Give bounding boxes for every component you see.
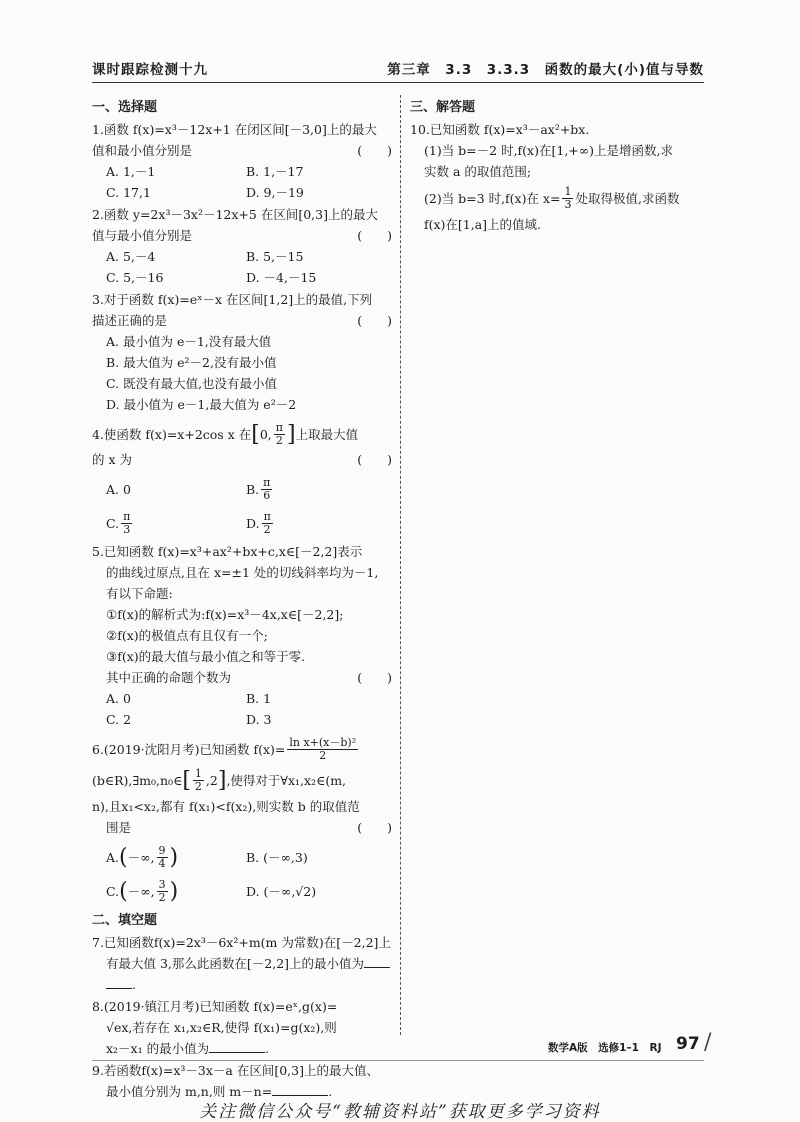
- q6-line4: 围是: [106, 820, 132, 835]
- question-3: [92, 289, 392, 415]
- q3-line1: 3.对于函数 f(x)=eˣ－x 在区间[1,2]上的最值,下列: [92, 292, 373, 307]
- q5-proposition-2: ②f(x)的极值点有且仅有一个;: [106, 628, 268, 643]
- answer-blank[interactable]: [272, 1083, 328, 1096]
- q5-option-d: D. 3: [246, 712, 272, 727]
- q8-line3: x₂－x₁ 的最小值为 .: [106, 1041, 270, 1056]
- header-rule: [92, 82, 704, 83]
- question-6: [92, 734, 392, 908]
- q3-option-b: B. 最大值为 e²－2,没有最小值: [106, 355, 277, 370]
- q8-line2: √ex,若存在 x₁,x₂∈R,使得 f(x₁)=g(x₂),则: [106, 1020, 337, 1035]
- q10-part2-line2: f(x)在[1,a]上的值域.: [424, 217, 542, 232]
- column-divider: [400, 95, 401, 1035]
- footer-slash: /: [704, 1030, 712, 1055]
- q2-option-b: B. 5,－15: [246, 249, 304, 264]
- q5-line3: 有以下命题:: [106, 586, 173, 601]
- section-choice: 一、选择题: [92, 100, 158, 115]
- q2-line2: 值与最小值分别是: [92, 228, 193, 243]
- q4-option-d: D. $\frac{\pi}{2}$: [246, 509, 271, 536]
- answer-paren: ( ): [357, 670, 392, 685]
- bracket-right: ]: [286, 421, 296, 447]
- q6-option-c: C. ( －∞, $\frac{3}{2}$ ): [106, 877, 179, 904]
- q6-option-d: D. (－∞,√2): [246, 883, 317, 899]
- left-column: [92, 95, 392, 1102]
- q3-option-c: C. 既没有最大值,也没有最小值: [106, 376, 278, 391]
- question-7: [92, 932, 392, 995]
- page-number: 97: [676, 1034, 700, 1054]
- q1-option-a: A. 1,－1: [106, 164, 156, 179]
- question-9: [92, 1060, 392, 1102]
- header-left-title: 课时跟踪检测十九: [92, 62, 208, 78]
- q5-line4: 其中正确的命题个数为: [106, 670, 232, 685]
- q7-line3: .: [92, 974, 392, 995]
- q9-line1: 9.若函数f(x)=x³－3x－a 在区间[0,3]上的最大值、: [92, 1063, 379, 1078]
- q3-option-a: A. 最小值为 e－1,没有最大值: [106, 334, 272, 349]
- q6-line3: n),且x₁<x₂,都有 f(x₁)<f(x₂),则实数 b 的取值范: [92, 799, 360, 814]
- question-10: [410, 119, 710, 235]
- q2-option-d: D. －4,－15: [246, 270, 317, 285]
- q7-line2: 有最大值 3,那么此函数在[－2,2]上的最小值为: [92, 953, 392, 974]
- q1-option-b: B. 1,－17: [246, 164, 304, 179]
- q5-option-c: C. 2: [106, 712, 132, 727]
- q4-option-c: C. $\frac{\pi}{3}$: [106, 509, 131, 536]
- q5-option-a: A. 0: [106, 691, 131, 706]
- question-1: [92, 119, 392, 203]
- q6-option-b: B. (－∞,3): [246, 849, 308, 865]
- q10-part1-line2: 实数 a 的取值范围;: [424, 164, 532, 179]
- q1-option-d: D. 9,－19: [246, 185, 304, 200]
- q3-line2: 描述正确的是: [92, 313, 168, 328]
- q7-line1: 7.已知函数f(x)=2x³－6x²+m(m 为常数)在[－2,2]上: [92, 935, 391, 950]
- bracket-left: [: [182, 767, 191, 793]
- q5-proposition-3: ③f(x)的最大值与最小值之和等于零.: [106, 649, 306, 664]
- answer-paren: ( ): [357, 228, 392, 243]
- q5-option-b: B. 1: [246, 691, 272, 706]
- question-8: [92, 996, 392, 1059]
- q5-line2: 的曲线过原点,且在 x=±1 处的切线斜率均为－1,: [106, 565, 379, 580]
- q4-option-a: A. 0: [106, 481, 131, 497]
- right-column: [410, 95, 710, 235]
- answer-blank[interactable]: [209, 1040, 265, 1053]
- q5-proposition-1: ①f(x)的解析式为:f(x)=x³－4x,x∈[－2,2];: [106, 607, 344, 622]
- q2-option-c: C. 5,－16: [106, 270, 164, 285]
- q1-line2: 值和最小值分别是: [92, 143, 193, 158]
- q2-option-a: A. 5,－4: [106, 249, 156, 264]
- answer-paren: ( ): [357, 313, 392, 328]
- q3-option-d: D. 最小值为 e－1,最大值为 e²－2: [106, 397, 297, 412]
- fraction-half: $\frac{1}{2}$: [194, 766, 202, 793]
- header-right-chapter: 第三章 3.3 3.3.3 函数的最大(小)值与导数: [387, 62, 704, 78]
- question-4: [92, 419, 392, 540]
- q6-text-pre: 6.(2019·沈阳月考)已知函数 f(x)=: [92, 741, 286, 757]
- section-fill-in: 二、填空题: [92, 913, 158, 928]
- answer-paren: ( ): [357, 820, 392, 835]
- q1-line1: 1.函数 f(x)=x³－12x+1 在闭区间[－3,0]上的最大: [92, 122, 377, 137]
- answer-blank[interactable]: [364, 955, 390, 968]
- q4-line2: 的 x 为: [92, 452, 132, 467]
- q4-option-b: B. $\frac{\pi}{6}$: [246, 475, 271, 502]
- q8-line1: 8.(2019·镇江月考)已知函数 f(x)=eˣ,g(x)=: [92, 999, 338, 1014]
- q10-line1: 10.已知函数 f(x)=x³－ax²+bx.: [410, 122, 590, 137]
- q6-line1: [92, 734, 392, 764]
- answer-paren: ( ): [357, 452, 392, 467]
- footer-book-info: 数学A版 选修1–1 RJ: [548, 1042, 662, 1054]
- bracket-left: [: [251, 421, 260, 447]
- answer-paren: ( ): [357, 143, 392, 158]
- q1-option-c: C. 17,1: [106, 185, 151, 200]
- q10-part1-line1: (1)当 b=－2 时,f(x)在[1,+∞)上是增函数,求: [424, 143, 674, 158]
- q4-interval-start: 0,: [259, 426, 272, 442]
- q4-line1: [92, 419, 392, 449]
- fraction-q6-function: $\frac{\text{ln x+(x－b)²}}{2}$: [289, 735, 357, 762]
- q6-option-a: A. ( －∞, $\frac{9}{4}$ ): [106, 843, 179, 870]
- q9-line2: 最小值分别为 m,n,则 m－n= .: [106, 1084, 333, 1099]
- question-5: [92, 541, 392, 730]
- q2-line1: 2.函数 y=2x³－3x²－12x+5 在区间[0,3]上的最大: [92, 207, 378, 222]
- q10-part2-line1: (2)当 b=3 时,f(x)在 x= $\frac{1}{3}$ 处取得极值,求函数: [424, 184, 680, 211]
- fraction-pi-over-2: $\frac{\pi}{2}$: [275, 420, 283, 447]
- bracket-right: ]: [217, 767, 227, 793]
- watermark-text: 关注微信公众号“教辅资料站”获取更多学习资料: [199, 1102, 601, 1122]
- fraction-one-third: $\frac{1}{3}$: [564, 184, 572, 211]
- q4-text-post: 上取最大值: [295, 426, 359, 442]
- q4-text-pre: 4.使函数 f(x)=x+2cos x 在: [92, 426, 252, 442]
- footer-rule: [92, 1060, 704, 1061]
- question-2: [92, 204, 392, 288]
- section-solutions: 三、解答题: [410, 100, 476, 115]
- answer-blank[interactable]: [106, 976, 132, 989]
- q6-line2: (b∈R),∃m₀,n₀∈ [ $\frac{1}{2}$ ,2 ] ,使得对于∀x₁,x₂∈(m,: [92, 766, 347, 793]
- q5-line1: 5.已知函数 f(x)=x³+ax²+bx+c,x∈[－2,2]表示: [92, 544, 363, 559]
